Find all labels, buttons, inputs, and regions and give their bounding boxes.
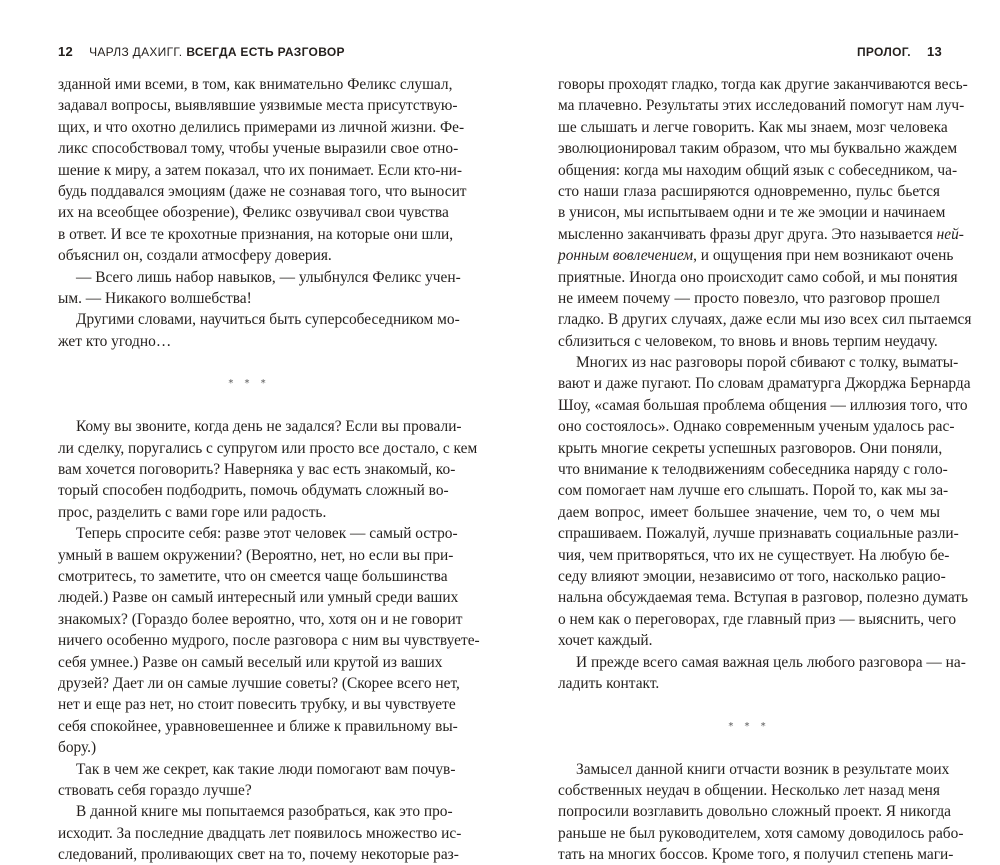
text-line: ым. — Никакого волшебства!	[58, 289, 252, 307]
text-line: общения: когда мы находим общий язык с собеседником, ча-	[558, 161, 958, 179]
paragraph-first-line: Другими словами, научиться быть суперсобеседником мо-	[76, 311, 460, 329]
text-line: гладко. В других случаях, даже если мы изо всех сил пытаемся	[558, 311, 972, 329]
text-line: чия, чем притворяться, что их не существует. На любую бе-	[558, 546, 950, 564]
text-line: седу влияют эмоции, независимо от того, насколько рацио-	[558, 567, 946, 585]
text-line: следований, проливающих свет на то, почему некоторые раз-	[58, 846, 459, 864]
text-line: спрашиваем. Пожалуй, лучше признавать социальные разли-	[558, 525, 959, 543]
spacer	[58, 352, 440, 373]
text-line: знакомых? (Гораздо более вероятно, что, хотя он и не говорит	[58, 610, 463, 628]
text-line: бору.)	[58, 739, 97, 757]
text-line: не имеем почему — просто повезло, что разговор прошел	[558, 289, 940, 307]
text-line: приятные. Иногда оно происходит само собой, и мы понятия	[558, 268, 958, 286]
text-line: что внимание к телодвижениям собеседника наряду с голо-	[558, 461, 948, 479]
text-line: эволюционировал таким образом, что мы буквально жаждем	[558, 140, 958, 158]
section-break-ornament: * * *	[228, 378, 270, 390]
text-line: сблизиться с человеком, то вновь и вновь терпим неудачу.	[558, 332, 938, 350]
text-line: смотритесь, то заметите, что он смеется чаще большинства	[58, 567, 448, 585]
text-line: нет и еще раз нет, но стоит повесить трубку, и вы чувствуете	[58, 696, 456, 714]
paragraph-first-line: Кому вы звоните, когда день не задался? Если вы провали-	[76, 418, 462, 436]
text-line: ликс способствовал тому, чтобы ученые выразили свое отно-	[58, 140, 459, 158]
paragraph-first-line: Так в чем же секрет, как такие люди помогают вам почув-	[76, 760, 456, 778]
text-line: сом помогает нам лучше его слышать. Порой то, как мы за-	[558, 482, 949, 500]
text-line: ничего особенно мудрого, после разговора с ним вы чувствуете-	[58, 632, 480, 650]
running-head-right	[857, 42, 942, 62]
spacer	[558, 737, 940, 758]
text-line	[558, 224, 964, 245]
text-line: в ответ. И все те крохотные признания, на которые они шли,	[58, 225, 454, 243]
spacer	[558, 694, 940, 715]
text-line: вают и даже пугают. По словам драматурга Джорджа Бернарда	[558, 375, 971, 393]
text-line: в унисон, мы испытываем одни и те же эмоции и начинаем	[558, 204, 946, 222]
text-line: объяснил он, создали атмосферу доверия.	[58, 247, 332, 265]
text-line: умный в вашем окружении? (Вероятно, нет, но если вы при-	[58, 546, 454, 564]
text-line: жет кто угодно…	[58, 332, 172, 350]
page-number-right: 13	[926, 44, 942, 59]
text-line: торый способен подбодрить, помочь обдумать сложный во-	[58, 482, 449, 500]
text-line: себя умнее.) Разве он самый веселый или крутой из ваших	[58, 653, 443, 671]
text-fragment: мысленно заканчивать фразы друг друга. Это называется	[558, 225, 933, 243]
text-line: крыть многие секреты успешных разговоров. Они поняли,	[558, 439, 943, 457]
text-line: ствовать себя гораздо лучше?	[58, 781, 252, 799]
text-line: собственных неудач в общении. Несколько лет назад меня	[558, 781, 940, 799]
text-line: тать на многих боссов. Кроме того, я получил степень маги-	[558, 846, 954, 864]
text-line: говоры проходят гладко, тогда как другие заканчиваются весь-	[558, 76, 968, 93]
paragraph-first-line: Многих из нас разговоры порой сбивают с толку, выматы-	[576, 354, 959, 372]
text-line: шение к миру, а затем показал, что их понимает. Если кто-ни-	[58, 161, 463, 179]
text-line: зданной ими всеми, в том, как внимательно Феликс слушал,	[58, 76, 453, 93]
text-line: ли сделку, поругались с супругом или просто все достало, с кем	[58, 439, 478, 457]
spacer	[58, 395, 440, 416]
running-head-left	[58, 42, 345, 62]
text-line: о нем как о переговорах, где главный приз — выяснить, чего	[558, 610, 957, 628]
text-line	[558, 245, 954, 266]
text-line: щих, и что охотно делились примерами из личной жизни. Фе-	[58, 118, 465, 136]
text-line: сто наши глаза расширяются одновременно, пульс бьется	[558, 182, 940, 200]
text-line: задавал вопросы, выявлявшие уязвимые места присутствую-	[58, 97, 458, 115]
text-line: хочет каждый.	[558, 632, 653, 650]
paragraph-first-line: — Всего лишь набор навыков, — улыбнулся Феликс учен-	[76, 268, 461, 286]
right-page	[500, 0, 1000, 864]
text-line: людей.) Разве он самый интересный или умный среди ваших	[58, 589, 459, 607]
left-page	[0, 0, 500, 864]
text-line: ма плачевно. Результаты этих исследований помогут нам луч-	[558, 97, 965, 115]
running-head-book-title: ВСЕГДА ЕСТЬ РАЗГОВОР	[186, 45, 345, 59]
emphasis-term: ней-	[932, 225, 964, 243]
text-line: друзей? Дает ли он самые лучшие советы? (Скорее всего нет,	[58, 674, 460, 692]
text-line: вам хочется поговорить? Наверняка у вас есть знакомый, ко-	[58, 461, 456, 479]
text-fragment: , и ощущения при нем возникают очень	[693, 247, 954, 265]
text-line: нальна обсуждаемая тема. Вступая в разговор, полезно думать	[558, 589, 969, 607]
text-line: их на всеобщее обозрение), Феликс озвучивал свои чувства	[58, 204, 449, 222]
text-line: Шоу, «самая большая проблема общения — иллюзия того, что	[558, 396, 968, 414]
running-head-chapter-title: ПРОЛОГ.	[856, 45, 911, 59]
paragraph-first-line: В данной книге мы попытаемся разобраться, как это про-	[76, 803, 453, 821]
text-line: даем вопрос, имеет большее значение, чем то, о чем мы	[558, 503, 940, 521]
text-line: ладить контакт.	[558, 674, 660, 692]
running-head-author: ЧАРЛЗ ДАХИГГ.	[89, 45, 183, 59]
paragraph-first-line: И прежде всего самая важная цель любого разговора — на-	[576, 653, 966, 671]
text-line: оно состоялось». Однако современным ученым удалось рас-	[558, 418, 955, 436]
paragraph-first-line: Теперь спросите себя: разве этот человек — самый остро-	[76, 525, 458, 543]
emphasis-term: ронным вовлечением	[558, 247, 694, 265]
text-line: будь поддавался эмоциям (даже не сознавая того, что выносит	[58, 182, 467, 200]
text-line: попросили возглавить довольно сложный проект. Я никогда	[558, 803, 951, 821]
text-line: себя спокойнее, уравновешеннее и ближе к правильному вы-	[58, 717, 458, 735]
text-line: ше слышать и легче говорить. Как мы знаем, мозг человека	[558, 118, 948, 136]
paragraph-first-line: Замысел данной книги отчасти возник в результате моих	[576, 760, 950, 778]
text-line: раньше не был руководителем, хотя самому доводилось рабо-	[558, 824, 964, 842]
right-page-text	[558, 74, 972, 865]
text-line: исходит. За последние двадцать лет появилось множество ис-	[58, 824, 462, 842]
text-line: прос, разделить с вами горе или радость.	[58, 503, 327, 521]
page-number-left: 12	[58, 44, 74, 59]
left-page-text	[58, 74, 480, 865]
section-break-ornament: * * *	[728, 720, 770, 732]
